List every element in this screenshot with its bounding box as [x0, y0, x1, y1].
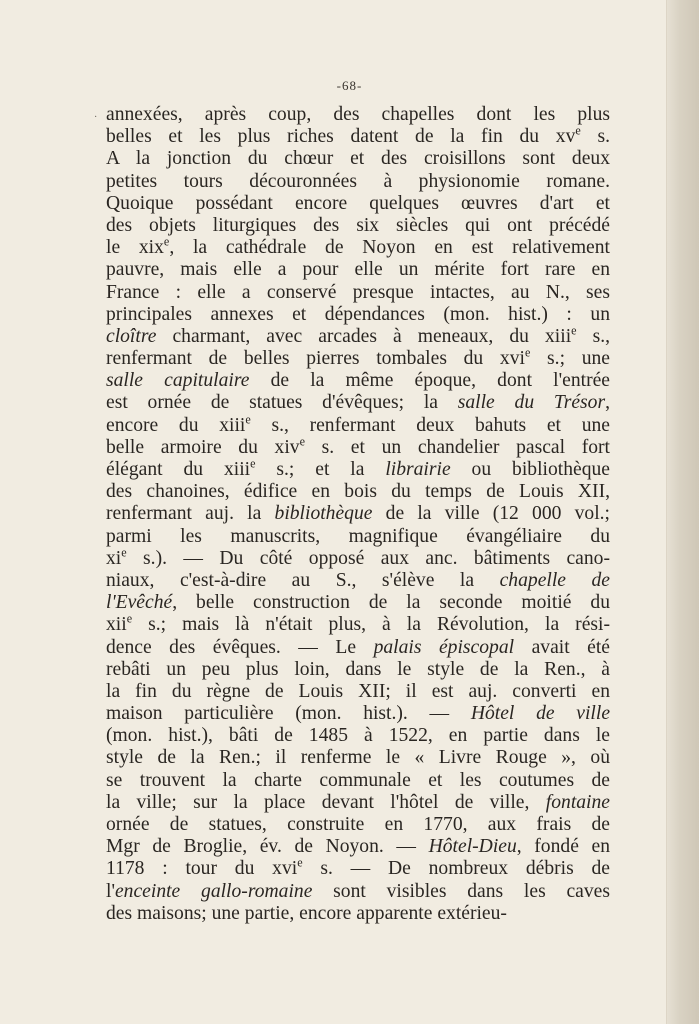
- text-segment: s.; une: [530, 348, 610, 370]
- body-paragraph: [106, 104, 610, 925]
- text-segment: , la cathédrale de Noyon en est relativement: [169, 237, 610, 259]
- superscript: e: [126, 614, 133, 626]
- text-line: [106, 481, 610, 503]
- text-line: [106, 548, 610, 570]
- text-line: [106, 814, 610, 836]
- text-segment: belle armoire du xiv: [106, 436, 300, 458]
- text-segment: , belle construction de la seconde moitié du: [172, 592, 610, 614]
- text-segment: avait été: [514, 636, 610, 658]
- text-line: [106, 237, 610, 259]
- text-line: [106, 592, 610, 614]
- text-line: [106, 215, 610, 237]
- superscript: e: [121, 547, 127, 560]
- text-line: [106, 881, 610, 903]
- text-segment: charmant, avec arcades à meneaux, du xiii: [156, 325, 572, 347]
- text-line: [106, 903, 610, 925]
- text-segment: de la ville (12 000 vol.;: [372, 503, 610, 525]
- text-segment: 1178 : tour du xvi: [106, 858, 298, 880]
- text-line: [106, 370, 610, 392]
- superscript: e: [524, 348, 531, 360]
- text-line: [106, 304, 610, 326]
- text-segment: des objets liturgiques des six siècles qui ont précédé: [106, 214, 610, 236]
- text-line: [106, 126, 610, 148]
- text-segment: belles et les plus riches datent de la fin du xv: [106, 126, 576, 148]
- text-segment: xii: [106, 614, 127, 636]
- superscript: e: [245, 414, 251, 427]
- italic-term: librairie: [385, 459, 451, 480]
- text-segment: s., renfermant deux bahuts et une: [250, 414, 610, 436]
- text-segment: s.: [580, 126, 610, 148]
- text-segment: parmi les manuscrits, magnifique évangéliaire du: [106, 525, 610, 547]
- text-segment: renfermant auj. la: [106, 503, 275, 525]
- text-segment: Quoique possédant encore quelques œuvres d'art et: [106, 192, 610, 214]
- page-edge-shadow: [666, 0, 699, 1024]
- text-line: [106, 703, 610, 725]
- text-line: [106, 348, 610, 370]
- text-segment: Mgr de Broglie, év. de Noyon. —: [106, 836, 429, 858]
- text-line: [106, 503, 610, 525]
- text-line: [106, 437, 610, 459]
- text-line: [106, 459, 610, 481]
- text-line: [106, 259, 610, 281]
- text-segment: rebâti un peu plus loin, dans le style de la Ren., à: [106, 658, 610, 680]
- text-segment: élégant du xiii: [106, 459, 251, 480]
- text-segment: annexées, après coup, des chapelles dont les plus: [106, 104, 610, 125]
- italic-term: cloître: [106, 325, 157, 347]
- text-line: [106, 526, 610, 548]
- text-segment: ou bibliothèque: [450, 459, 610, 480]
- text-segment: encore du xiii: [106, 414, 246, 436]
- text-line: [106, 392, 610, 414]
- text-segment: , fondé en: [516, 836, 610, 858]
- text-segment: s.; mais là n'était plus, à la Révolution, la rési-: [132, 614, 610, 636]
- italic-term: Hôtel-Dieu: [428, 836, 517, 858]
- italic-term: palais épiscopal: [373, 636, 515, 658]
- text-segment: l': [106, 880, 115, 902]
- text-segment: s. — De nombreux débris de: [302, 858, 610, 880]
- italic-term: chapelle de: [499, 569, 610, 591]
- text-segment: des maisons; une partie, encore apparente extérieu-: [106, 902, 507, 924]
- superscript: e: [297, 858, 303, 870]
- text-segment: pauvre, mais elle a pour elle un mérite fort rare en: [106, 259, 610, 281]
- superscript: e: [250, 459, 256, 471]
- text-segment: sont visibles dans les caves: [312, 880, 610, 902]
- text-segment: ,: [605, 392, 610, 414]
- text-segment: est ornée de statues d'évêques; la: [106, 392, 458, 414]
- text-line: [106, 326, 610, 348]
- text-line: [106, 282, 610, 304]
- italic-term: l'Evêché: [106, 592, 173, 614]
- superscript: e: [299, 436, 305, 449]
- margin-mark: ·: [94, 112, 98, 123]
- italic-term: fontaine: [545, 791, 610, 813]
- text-line: [106, 614, 610, 636]
- text-segment: (mon. hist.), bâti de 1485 à 1522, en partie dans le: [106, 725, 610, 747]
- text-line: [106, 659, 610, 681]
- text-line: [106, 770, 610, 792]
- page-number: -68-: [336, 78, 363, 93]
- text-segment: dence des évêques. — Le: [106, 636, 374, 658]
- text-line: [106, 858, 610, 880]
- text-segment: France : elle a conservé presque intactes, au N., ses: [106, 281, 610, 303]
- text-line: [106, 725, 610, 747]
- text-segment: petites tours découronnées à physionomie romane.: [106, 170, 610, 192]
- text-segment: style de la Ren.; il renferme le « Livre Rouge », où: [106, 747, 610, 769]
- italic-term: salle du Trésor: [457, 392, 606, 414]
- text-segment: A la jonction du chœur et des croisillons sont deux: [106, 148, 610, 170]
- text-line: [106, 637, 610, 659]
- superscript: e: [163, 237, 170, 249]
- text-segment: ornée de statues, construite en 1770, aux frais de: [106, 814, 610, 835]
- text-line: [106, 836, 610, 858]
- text-line: [106, 415, 610, 437]
- text-segment: s.; et la: [255, 459, 386, 480]
- text-line: [106, 148, 610, 170]
- italic-term: salle capitulaire: [106, 370, 250, 392]
- text-segment: niaux, c'est-à-dire au S., s'élève la: [106, 569, 500, 591]
- text-line: [106, 747, 610, 769]
- text-segment: principales annexes et dépendances (mon. hist.) : un: [106, 303, 610, 325]
- text-line: [106, 104, 610, 126]
- italic-term: enceinte gallo-romaine: [114, 880, 313, 902]
- text-line: [106, 681, 610, 703]
- text-segment: s.,: [576, 325, 610, 347]
- text-segment: des chanoines, édifice en bois du temps de Louis XII,: [106, 481, 610, 503]
- text-line: [106, 570, 610, 592]
- superscript: e: [571, 325, 577, 338]
- text-line: [106, 193, 610, 215]
- text-segment: xi: [106, 547, 122, 569]
- text-segment: de la même époque, dont l'entrée: [249, 370, 610, 392]
- text-segment: s. et un chandelier pascal fort: [304, 436, 610, 458]
- text-line: [106, 171, 610, 193]
- text-segment: la fin du règne de Louis XII; il est auj. converti en: [106, 680, 610, 702]
- text-segment: se trouvent la charte communale et les coutumes de: [106, 769, 610, 791]
- text-segment: s.). — Du côté opposé aux anc. bâtiments cano-: [126, 547, 610, 569]
- superscript: e: [575, 126, 581, 138]
- text-segment: la ville; sur la place devant l'hôtel de ville,: [106, 791, 546, 813]
- italic-term: Hôtel de ville: [470, 703, 610, 725]
- text-segment: maison particulière (mon. hist.). —: [106, 703, 471, 725]
- text-line: [106, 792, 610, 814]
- text-segment: renfermant de belles pierres tombales du xvi: [106, 348, 525, 370]
- text-segment: le xix: [106, 237, 164, 259]
- italic-term: bibliothèque: [274, 503, 373, 525]
